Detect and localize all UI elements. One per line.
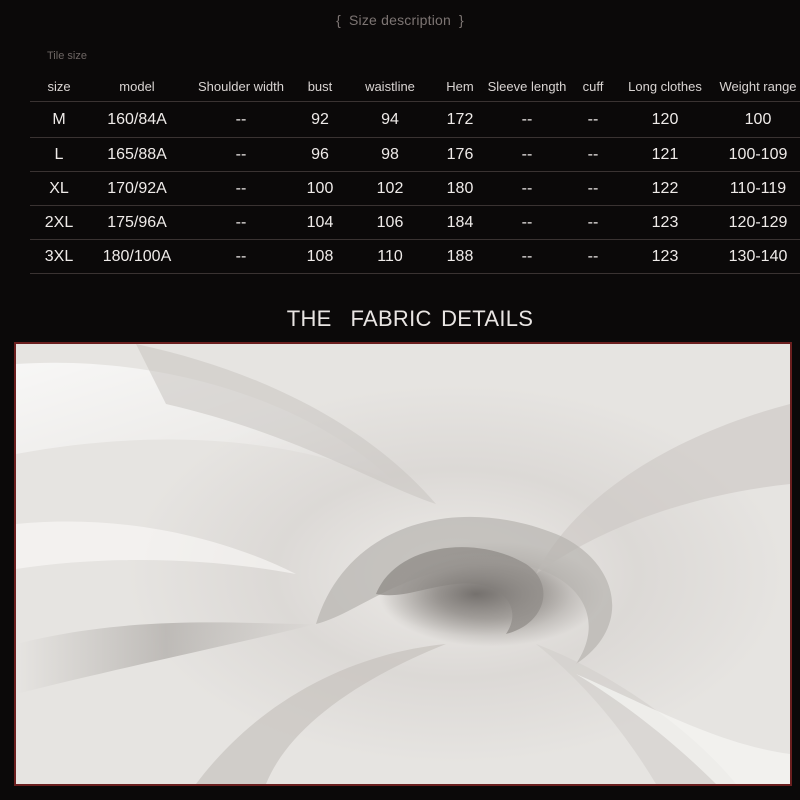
cell-weight-range: 130-140 — [714, 240, 800, 274]
col-header-model: model — [88, 71, 186, 102]
table-row — [30, 102, 800, 138]
cell-size: L — [30, 138, 88, 172]
cell-weight-range: 120-129 — [714, 206, 800, 240]
cell-weight-range: 100-109 — [714, 138, 800, 172]
cell-hem: 172 — [436, 102, 484, 138]
table-row — [30, 172, 800, 206]
cell-model: 170/92A — [88, 172, 186, 206]
cell-hem: 188 — [436, 240, 484, 274]
cell-waistline: 94 — [344, 102, 436, 138]
bracket-right: } — [459, 12, 464, 28]
cell-sleeve-length: -- — [484, 102, 570, 138]
col-header-size: size — [30, 71, 88, 102]
cell-model: 165/88A — [88, 138, 186, 172]
cell-model: 175/96A — [88, 206, 186, 240]
cell-cuff: -- — [570, 172, 616, 206]
col-header-weight-range: Weight range — [714, 71, 800, 102]
table-row — [30, 138, 800, 172]
col-header-hem: Hem — [436, 71, 484, 102]
cell-hem: 176 — [436, 138, 484, 172]
cell-shoulder-width: -- — [186, 240, 296, 274]
cell-shoulder-width: -- — [186, 172, 296, 206]
cell-model: 180/100A — [88, 240, 186, 274]
cell-long-clothes: 120 — [616, 102, 714, 138]
cell-long-clothes: 123 — [616, 240, 714, 274]
cell-cuff: -- — [570, 206, 616, 240]
cell-bust: 100 — [296, 172, 344, 206]
cell-waistline: 110 — [344, 240, 436, 274]
cell-bust: 92 — [296, 102, 344, 138]
cell-cuff: -- — [570, 138, 616, 172]
cell-sleeve-length: -- — [484, 206, 570, 240]
cell-shoulder-width: -- — [186, 206, 296, 240]
cell-sleeve-length: -- — [484, 172, 570, 206]
fabric-details-title: THE FABRIC DETAILS — [286, 306, 534, 331]
cell-long-clothes: 121 — [616, 138, 714, 172]
cell-model: 160/84A — [88, 102, 186, 138]
cell-bust: 108 — [296, 240, 344, 274]
cell-size: 2XL — [30, 206, 88, 240]
fabric-swirl-graphic — [16, 344, 790, 784]
cell-long-clothes: 123 — [616, 206, 714, 240]
size-description-title: Size description — [348, 12, 452, 28]
cell-sleeve-length: -- — [484, 138, 570, 172]
col-header-waistline: waistline — [344, 71, 436, 102]
table-row — [30, 206, 800, 240]
col-header-sleeve-length: Sleeve length — [484, 71, 570, 102]
cell-cuff: -- — [570, 240, 616, 274]
col-header-shoulder-width: Shoulder width — [186, 71, 296, 102]
cell-shoulder-width: -- — [186, 138, 296, 172]
cell-size: 3XL — [30, 240, 88, 274]
size-table — [30, 71, 800, 274]
cell-size: XL — [30, 172, 88, 206]
tile-size-label: Tile size — [47, 50, 87, 62]
cell-bust: 104 — [296, 206, 344, 240]
cell-waistline: 106 — [344, 206, 436, 240]
cell-waistline: 98 — [344, 138, 436, 172]
cell-long-clothes: 122 — [616, 172, 714, 206]
col-header-bust: bust — [296, 71, 344, 102]
cell-cuff: -- — [570, 102, 616, 138]
size-description-heading — [0, 12, 800, 28]
bracket-left: { — [336, 12, 341, 28]
cell-sleeve-length: -- — [484, 240, 570, 274]
cell-weight-range: 110-119 — [714, 172, 800, 206]
cell-size: M — [30, 102, 88, 138]
fabric-image-frame — [14, 342, 792, 786]
cell-waistline: 102 — [344, 172, 436, 206]
cell-shoulder-width: -- — [186, 102, 296, 138]
table-header-row — [30, 71, 800, 102]
cell-bust: 96 — [296, 138, 344, 172]
cell-weight-range: 100 — [714, 102, 800, 138]
fabric-swirl-image — [16, 344, 790, 784]
cell-hem: 184 — [436, 206, 484, 240]
cell-hem: 180 — [436, 172, 484, 206]
table-row — [30, 240, 800, 274]
col-header-long-clothes: Long clothes — [616, 71, 714, 102]
col-header-cuff: cuff — [570, 71, 616, 102]
